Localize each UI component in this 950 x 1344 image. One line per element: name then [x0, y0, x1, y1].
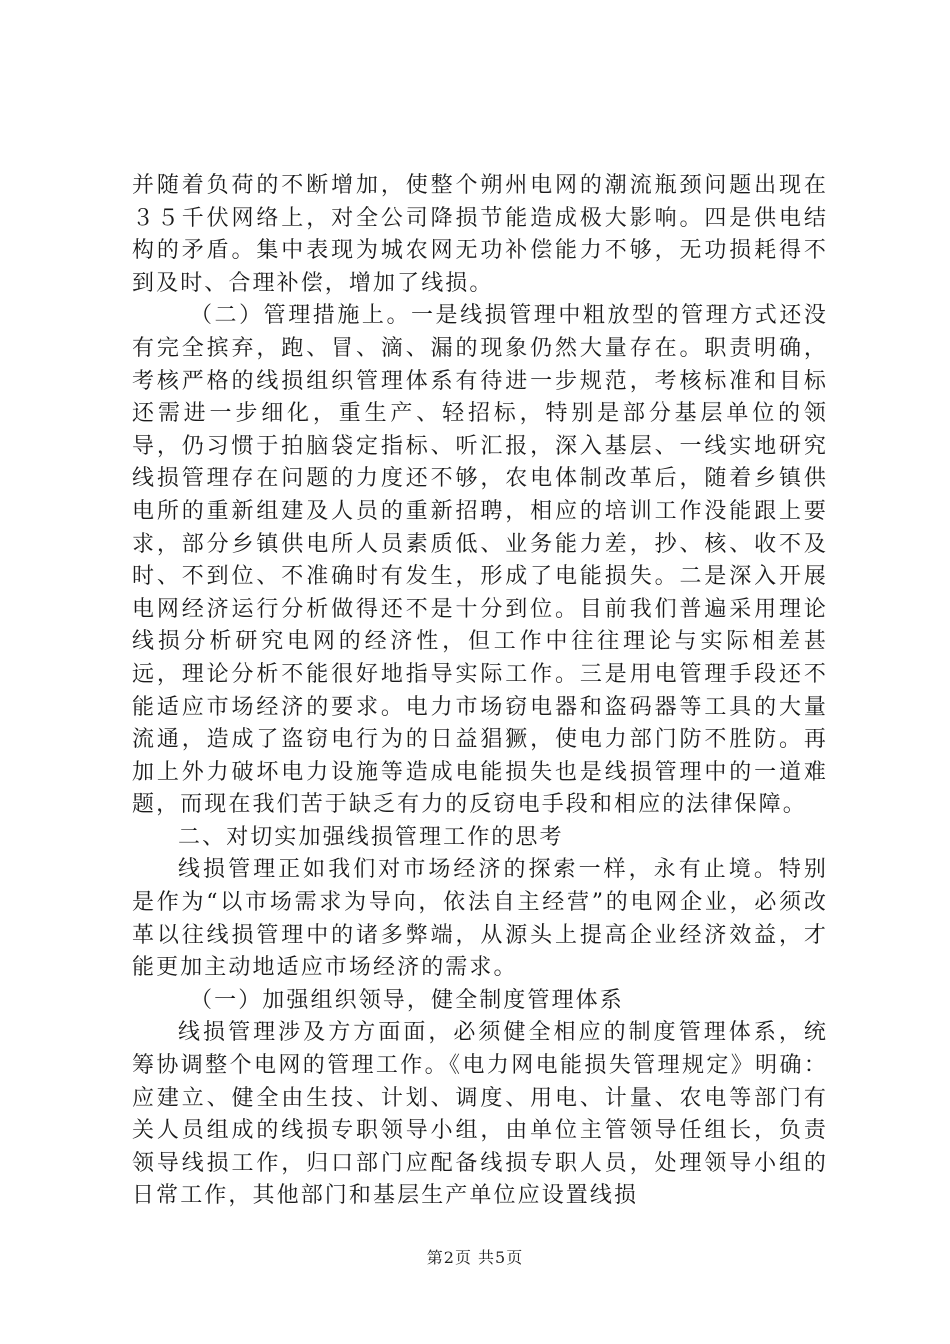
paragraph-grid-structure: 并随着负荷的不断增加，使整个朔州电网的潮流瓶颈问题出现在３５千伏网络上，对全公司降损节能造成极大影响。四是供电结构的矛盾。集中表现为城农网无功补偿能力不够，无功损耗得不到及时、合理补偿，增加了线损。 — [132, 173, 828, 296]
page-footer: 第2页 共5页 — [426, 1248, 524, 1267]
document-body — [132, 170, 828, 1213]
section-heading-2: 二、对切实加强线损管理工作的思考 — [178, 824, 564, 850]
subsection-heading-1: （一）加强组织领导，健全制度管理体系 — [190, 987, 624, 1013]
paragraph-organization-leadership: 线损管理涉及方方面面，必须健全相应的制度管理体系，统筹协调整个电网的管理工作。《电力网电能损失管理规定》明确：应建立、健全由生技、计划、调度、用电、计量、农电等部门有关人员组成的线损专职领导小组，由单位主管领导任组长，负责领导线损工作，归口部门应配备线损专职人员，处理领导小组的日常工作，其他部门和基层生产单位应设置线损 — [132, 1020, 828, 1209]
paragraph-line-loss-thinking: 线损管理正如我们对市场经济的探索一样，永有止境。特别是作为“以市场需求为导向，依法自主经营”的电网企业，必须改革以往线损管理中的诸多弊端，从源头上提高企业经济效益，才能更加主动地适应市场经济的需求。 — [132, 857, 828, 981]
paragraph-management-measures: （二）管理措施上。一是线损管理中粗放型的管理方式还没有完全摈弃，跑、冒、滴、漏的现象仍然大量存在。职责明确，考核严格的线损组织管理体系有待进一步规范，考核标准和目标还需进一步细化，重生产、轻招标，特别是部分基层单位的领导，仍习惯于拍脑袋定指标、听汇报，深入基层、一线实地研究线损管理存在问题的力度还不够，农电体制改革后，随着乡镇供电所的重新组建及人员的重新招聘，相应的培训工作没能跟上要求，部分乡镇供电所人员素质低、业务能力差，抄、核、收不及时、不到位、不准确时有发生，形成了电能损失。二是深入开展电网经济运行分析做得还不是十分到位。目前我们普遍采用理论线损分析研究电网的经济性，但工作中往往理论与实际相差甚远，理论分析不能很好地指导实际工作。三是用电管理手段还不能适应市场经济的要求。电力市场窃电器和盗码器等工具的大量流通，造成了盗窃电行为的日益猖獗，使电力部门防不胜防。再加上外力破坏电力设施等造成电能损失也是线损管理中的一道难题，而现在我们苦于缺乏有力的反窃电手段和相应的法律保障。 — [132, 303, 828, 818]
